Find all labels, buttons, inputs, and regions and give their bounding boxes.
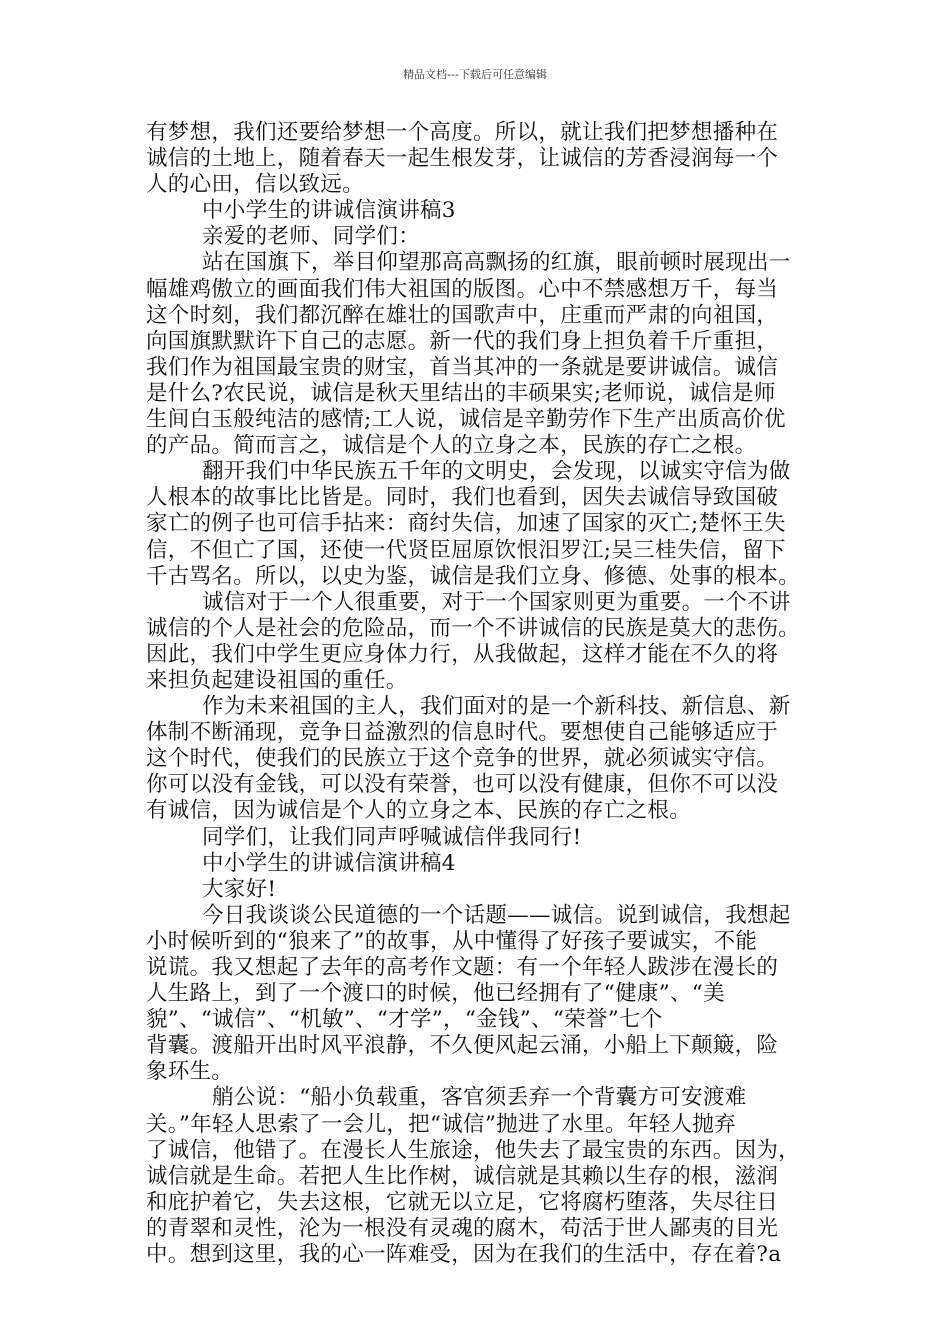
text-line: 站在国旗下，举目仰望那高高飘扬的红旗，眼前顿时展现出一 bbox=[202, 250, 791, 276]
document-body bbox=[146, 120, 810, 1268]
text-line: 体制不断涌现，竞争日益激烈的信息时代。要想使自己能够适应于 bbox=[146, 720, 779, 746]
text-line: 人的心田，信以致远。 bbox=[146, 172, 365, 198]
text-line: 有诚信，因为诚信是个人的立身之本、民族的存亡之根。 bbox=[146, 798, 692, 824]
text-line: 和庇护着它，失去这根，它就无以立足，它将腐朽堕落，失尽往日 bbox=[146, 1189, 779, 1215]
text-line: 小时候听到的“狼来了”的故事，从中懂得了好孩子要诚实，不能 bbox=[146, 928, 758, 954]
text-line: 诚信就是生命。若把人生比作树，诚信就是其赖以生存的根，滋润 bbox=[146, 1163, 779, 1189]
text-line: 的产品。简而言之，诚信是个人的立身之本，民族的存亡之根。 bbox=[146, 433, 757, 459]
text-line: 艄公说：“船小负载重，客官须丢弃一个背囊方可安渡难 bbox=[212, 1085, 747, 1111]
text-line: 中小学生的讲诚信演讲稿3 bbox=[202, 198, 456, 224]
text-line: 了诚信，他错了。在漫长人生旅途，他失去了最宝贵的东西。因为， bbox=[146, 1137, 801, 1163]
text-line: 千古骂名。所以，以史为鉴，诚信是我们立身、修德、处事的根本。 bbox=[146, 563, 801, 589]
text-line: 信，不但亡了国，还使一代贤臣屈原饮恨汨罗江;吴三桂失信，留下 bbox=[146, 537, 786, 563]
text-line: 人生路上，到了一个渡口的时候，他已经拥有了“健康”、“美 bbox=[146, 981, 725, 1007]
text-line: 诚信对于一个人很重要，对于一个国家则更为重要。一个不讲 bbox=[202, 589, 791, 615]
text-line: 诚信的土地上，随着春天一起生根发芽，让诚信的芳香浸润每一个 bbox=[146, 146, 779, 172]
text-line: 有梦想，我们还要给梦想一个高度。所以，就让我们把梦想播种在 bbox=[146, 120, 779, 145]
text-line: 幅雄鸡傲立的画面我们伟大祖国的版图。心中不禁感想万千，每当 bbox=[146, 276, 779, 302]
text-line: 生间白玉般纯洁的感情;工人说，诚信是辛勤劳作下生产出质高价优 bbox=[146, 407, 786, 433]
text-line: 这个时刻，我们都沉醉在雄壮的国歌声中，庄重而严肃的向祖国， bbox=[146, 302, 779, 328]
text-line: 来担负起建设祖国的重任。 bbox=[146, 667, 408, 693]
text-line: 中小学生的讲诚信演讲稿4 bbox=[202, 850, 456, 876]
text-line: 作为未来祖国的主人，我们面对的是一个新科技、新信息、新 bbox=[202, 694, 791, 720]
text-line: 背囊。渡船开出时风平浪静，不久便风起云涌，小船上下颠簸，险 bbox=[146, 1033, 779, 1059]
text-line: 中。想到这里，我的心一阵难受，因为在我们的生活中，存在着?a bbox=[146, 1242, 782, 1268]
text-line: 人根本的故事比比皆是。同时，我们也看到，因失去诚信导致国破 bbox=[146, 485, 779, 511]
text-line: 因此，我们中学生更应身体力行，从我做起，这样才能在不久的将 bbox=[146, 641, 779, 667]
text-line: 是什么?农民说，诚信是秋天里结出的丰硕果实;老师说，诚信是师 bbox=[146, 380, 776, 406]
text-line: 同学们，让我们同声呼喊诚信伴我同行! bbox=[202, 824, 582, 850]
text-line: 貌”、“诚信”、“机敏”、“才学”，“金钱”、“荣誉”七个 bbox=[146, 1007, 663, 1033]
text-line: 你可以没有金钱，可以没有荣誉，也可以没有健康，但你不可以没 bbox=[146, 772, 779, 798]
text-line: 诚信的个人是社会的危险品，而一个不讲诚信的民族是莫大的悲伤。 bbox=[146, 615, 801, 641]
text-line: 大家好! bbox=[202, 876, 277, 902]
text-line: 的青翠和灵性，沦为一根没有灵魂的腐木，苟活于世人鄙夷的目光 bbox=[146, 1215, 779, 1241]
text-line: 向国旗默默许下自己的志愿。新一代的我们身上担负着千斤重担， bbox=[146, 328, 779, 354]
text-line: 亲爱的老师、同学们： bbox=[202, 224, 421, 250]
text-line: 翻开我们中华民族五千年的文明史，会发现，以诚实守信为做 bbox=[202, 459, 791, 485]
text-line: 说谎。我又想起了去年的高考作文题：有一个年轻人跋涉在漫长的 bbox=[146, 955, 779, 980]
page-header: 精品文档---下载后可任意编辑 bbox=[403, 68, 547, 81]
text-line: 关。”年轻人思索了一会儿，把“诚信”抛进了水里。年轻人抛弃 bbox=[146, 1111, 736, 1137]
text-line: 今日我谈谈公民道德的一个话题——诚信。说到诚信，我想起 bbox=[202, 902, 791, 928]
text-line: 这个时代，使我们的民族立于这个竞争的世界，就必须诚实守信。 bbox=[146, 746, 779, 772]
text-line: 象环生。 bbox=[146, 1059, 234, 1085]
text-line: 家亡的例子也可信手拈来：商纣失信，加速了国家的灭亡;楚怀王失 bbox=[146, 511, 786, 537]
text-line: 我们作为祖国最宝贵的财宝，首当其冲的一条就是要讲诚信。诚信 bbox=[146, 354, 779, 380]
